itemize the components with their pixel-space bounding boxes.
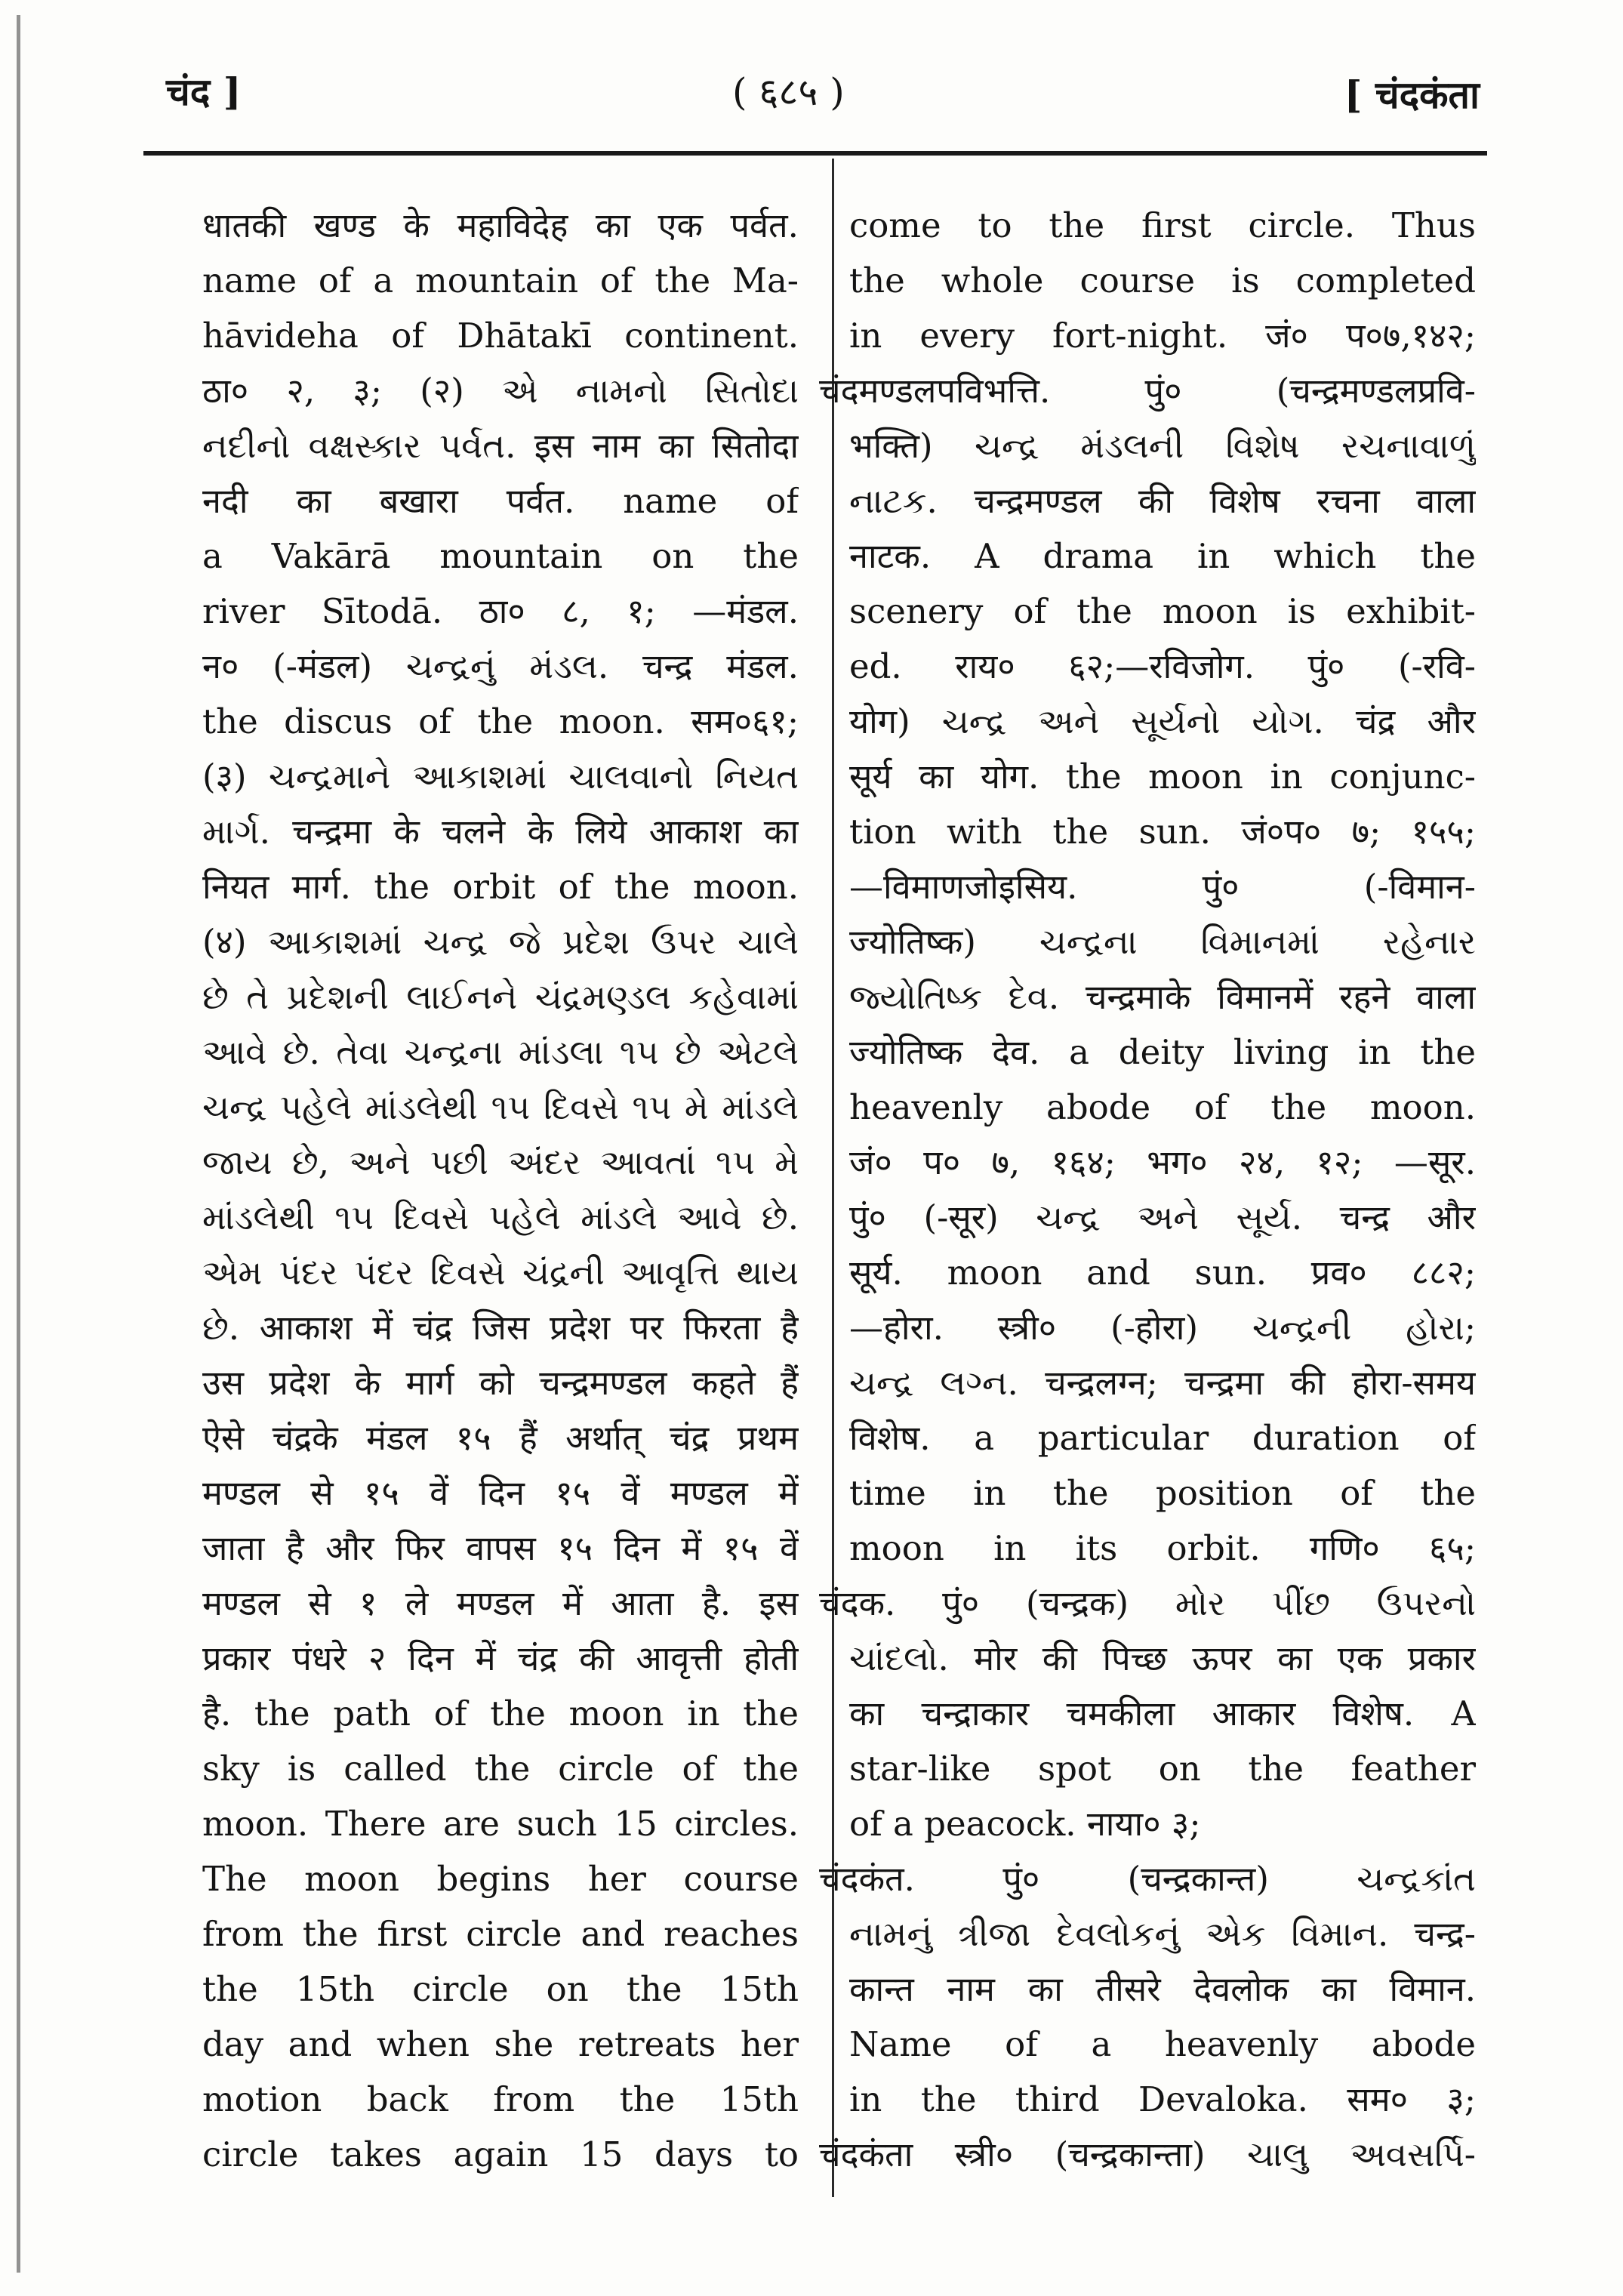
text-line: of a peacock. नाया० ३; bbox=[849, 1804, 1201, 1844]
text-line: Name of a heavenly abode bbox=[849, 2024, 1476, 2064]
text-line: —विमाणजोइसिय. पुं० (-विमान- bbox=[849, 867, 1476, 907]
text-line: चंदक. पुं० (चन्द्रक) મોર પીંછ ઉપરનો bbox=[819, 1583, 1476, 1623]
text-line: उस प्रदेश के मार्ग को चन्द्रमण्डल कहते हैं bbox=[202, 1363, 799, 1403]
text-line: कान्त नाम का तीसरे देवलोक का विमान. bbox=[849, 1969, 1476, 2009]
text-line: છે. आकाश में चंद्र जिस प्रदेश पर फिरता है bbox=[202, 1308, 799, 1348]
text-line: मण्डल से १ ले मण्डल में आता है. इस bbox=[202, 1583, 799, 1623]
text-line: moon. There are such 15 circles. bbox=[202, 1804, 799, 1844]
text-line: motion back from the 15th bbox=[202, 2079, 799, 2119]
text-line: (४) આકાશમાં ચન્દ્ર જે પ્રદેશ ઉપર ચાલે bbox=[202, 922, 799, 962]
scan-edge-shadow bbox=[17, 15, 20, 2273]
text-line: the whole course is completed bbox=[849, 260, 1476, 300]
text-line: नियत मार्ग. the orbit of the moon. bbox=[202, 867, 799, 907]
text-line: नदी का बखारा पर्वत. name of bbox=[202, 481, 799, 521]
text-line: ज्योतिष्क देव. a deity living in the bbox=[849, 1032, 1476, 1072]
text-line: hāvideha of Dhātakī continent. bbox=[202, 316, 799, 356]
text-line: प्रकार पंधरे २ दिन में चंद्र की आवृत्ती होती bbox=[202, 1638, 799, 1678]
text-line: એમ પંદર પંદર દિવસે ચંદ્રની આવૃત્તિ થાય bbox=[202, 1253, 799, 1293]
text-line: heavenly abode of the moon. bbox=[849, 1087, 1476, 1127]
text-line: भक्ति) ચન્દ્ર મંડલની વિશેષ રચનાવાળું bbox=[849, 426, 1476, 466]
text-line: from the first circle and reaches bbox=[202, 1914, 799, 1954]
text-line: માંડલેથી ૧૫ દિવસે પહેલે માંડલે આવે છે. bbox=[202, 1197, 799, 1237]
text-line: day and when she retreats her bbox=[202, 2024, 799, 2064]
header-rule bbox=[143, 151, 1487, 156]
text-line: tion with the sun. जं०प० ७; १५५; bbox=[849, 812, 1476, 852]
text-line: ચન્દ્ર પહેલે માંડલેથી ૧૫ દિવસે ૧૫ મે માંડલે bbox=[202, 1087, 799, 1127]
text-line: the 15th circle on the 15th bbox=[202, 1969, 799, 2009]
text-line: star-like spot on the feather bbox=[849, 1749, 1476, 1789]
text-line: નાટક. चन्द्रमण्डल की विशेष रचना वाला bbox=[849, 481, 1476, 521]
text-line: name of a mountain of the Ma- bbox=[202, 260, 799, 300]
text-line: चंदकंता स्त्री० (चन्द्रकान्ता) ચાલુ અવસર્પિ- bbox=[819, 2134, 1476, 2174]
text-line: in the third Devaloka. सम० ३; bbox=[849, 2079, 1476, 2119]
text-line: નામનું ત્રીજા દેવલોકનું એક વિમાન. चन्द्र- bbox=[849, 1914, 1476, 1954]
text-line: जं० प० ७, १६४; भग० २४, १२; —सूर. bbox=[849, 1142, 1476, 1182]
text-line: विशेष. a particular duration of bbox=[849, 1418, 1476, 1458]
right-column bbox=[819, 198, 1476, 2182]
text-line: come to the first circle. Thus bbox=[849, 205, 1476, 245]
text-line: circle takes again 15 days to bbox=[202, 2134, 799, 2174]
right-guide-word: [ चंदकंता bbox=[1344, 72, 1480, 117]
left-guide-word: चंद ] bbox=[166, 69, 242, 114]
text-line: का चन्द्राकार चमकीला आकार विशेष. A bbox=[849, 1693, 1476, 1734]
text-line: जाता है और फिर वापस १५ दिन में १५ वें bbox=[202, 1528, 799, 1568]
text-line: આવે છે. તેવા ચન્દ્રના માંડલા ૧૫ છે એટલે bbox=[202, 1032, 799, 1072]
text-line: The moon begins her course bbox=[202, 1859, 799, 1899]
text-line: नाटक. A drama in which the bbox=[849, 536, 1476, 576]
text-line: मण्डल से १५ वें दिन १५ वें मण्डल में bbox=[202, 1473, 799, 1513]
text-line: है. the path of the moon in the bbox=[202, 1693, 799, 1734]
text-line: છે તે પ્રદેશની લાઈનને ચંદ્રમણ્ડલ કહેવામાં bbox=[202, 977, 799, 1017]
text-line: चंदकंत. पुं० (चन्द्रकान्त) ચન્દ્રકાંત bbox=[819, 1859, 1476, 1899]
text-line: નદીનો વક્ષસ્કાર પર્વત. इस नाम का सितोदा bbox=[202, 426, 799, 466]
text-line: river Sītodā. ठा० ८, १; —मंडल. bbox=[202, 591, 799, 631]
text-line: ऐसे चंद्रके मंडल १५ हैं अर्थात् चंद्र प्रथम bbox=[202, 1418, 799, 1458]
text-line: योग) ચન્દ્ર અને સૂર્યનો યોગ. चंद्र और bbox=[849, 701, 1476, 741]
page-number: ( ६८५ ) bbox=[732, 70, 845, 114]
text-line: (३) ચન્દ્રમાને આકાશમાં ચાલવાનો નિયત bbox=[202, 757, 799, 797]
left-column bbox=[202, 198, 799, 2182]
text-line: चंदमण्डलपविभत्ति. पुं० (चन्द्रमण्डलप्रवि- bbox=[819, 371, 1476, 411]
text-line: —होरा. स्त्री० (-होरा) ચન્દ્રની હોરા; bbox=[849, 1308, 1476, 1348]
text-line: धातकी खण्ड के महाविदेह का एक पर्वत. bbox=[202, 205, 799, 245]
text-line: માર્ગ. चन्द्रमा के चलने के लिये आकाश का bbox=[202, 812, 799, 852]
text-line: in every fort-night. जं० प०७,१४२; bbox=[849, 316, 1476, 356]
text-line: सूर्य. moon and sun. प्रव० ८८२; bbox=[849, 1253, 1476, 1293]
text-line: सूर्य का योग. the moon in conjunc- bbox=[849, 757, 1476, 797]
text-line: ચાંદલો. मोर की पिच्छ ऊपर का एक प्रकार bbox=[849, 1638, 1476, 1678]
text-line: moon in its orbit. गणि० ६५; bbox=[849, 1528, 1476, 1568]
text-line: ज्योतिष्क) ચન્દ્રના વિમાનમાં રહેનાર bbox=[849, 922, 1476, 962]
text-line: time in the position of the bbox=[849, 1473, 1476, 1513]
text-line: पुं० (-सूर) ચન્દ્ર અને સૂર્ય. चन्द्र और bbox=[849, 1197, 1476, 1237]
text-line: ed. राय० ६२;—रविजोग. पुं० (-रवि- bbox=[849, 646, 1476, 686]
text-line: scenery of the moon is exhibit- bbox=[849, 591, 1476, 631]
text-line: न० (-मंडल) ચન્દ્રનું મંડલ. चन्द्र मंडल. bbox=[202, 646, 799, 686]
text-line: ठा० २, ३; (२) એ નામનો સિતોદા bbox=[202, 371, 799, 411]
text-line: a Vakārā mountain on the bbox=[202, 536, 799, 576]
text-line: જાય છે, અને પછી અંદર આવતાં ૧૫ મે bbox=[202, 1142, 799, 1182]
text-line: sky is called the circle of the bbox=[202, 1749, 799, 1789]
text-line: the discus of the moon. सम०६१; bbox=[202, 701, 799, 741]
text-line: જ્યોતિષ્ક દેવ. चन्द्रमाके विमानमें रहने वाला bbox=[849, 977, 1476, 1017]
page-header bbox=[143, 60, 1480, 128]
text-line: ચન્દ્ર લગ્ન. चन्द्रलग्न; चन्द्रमा की होरा-समय bbox=[849, 1363, 1476, 1403]
